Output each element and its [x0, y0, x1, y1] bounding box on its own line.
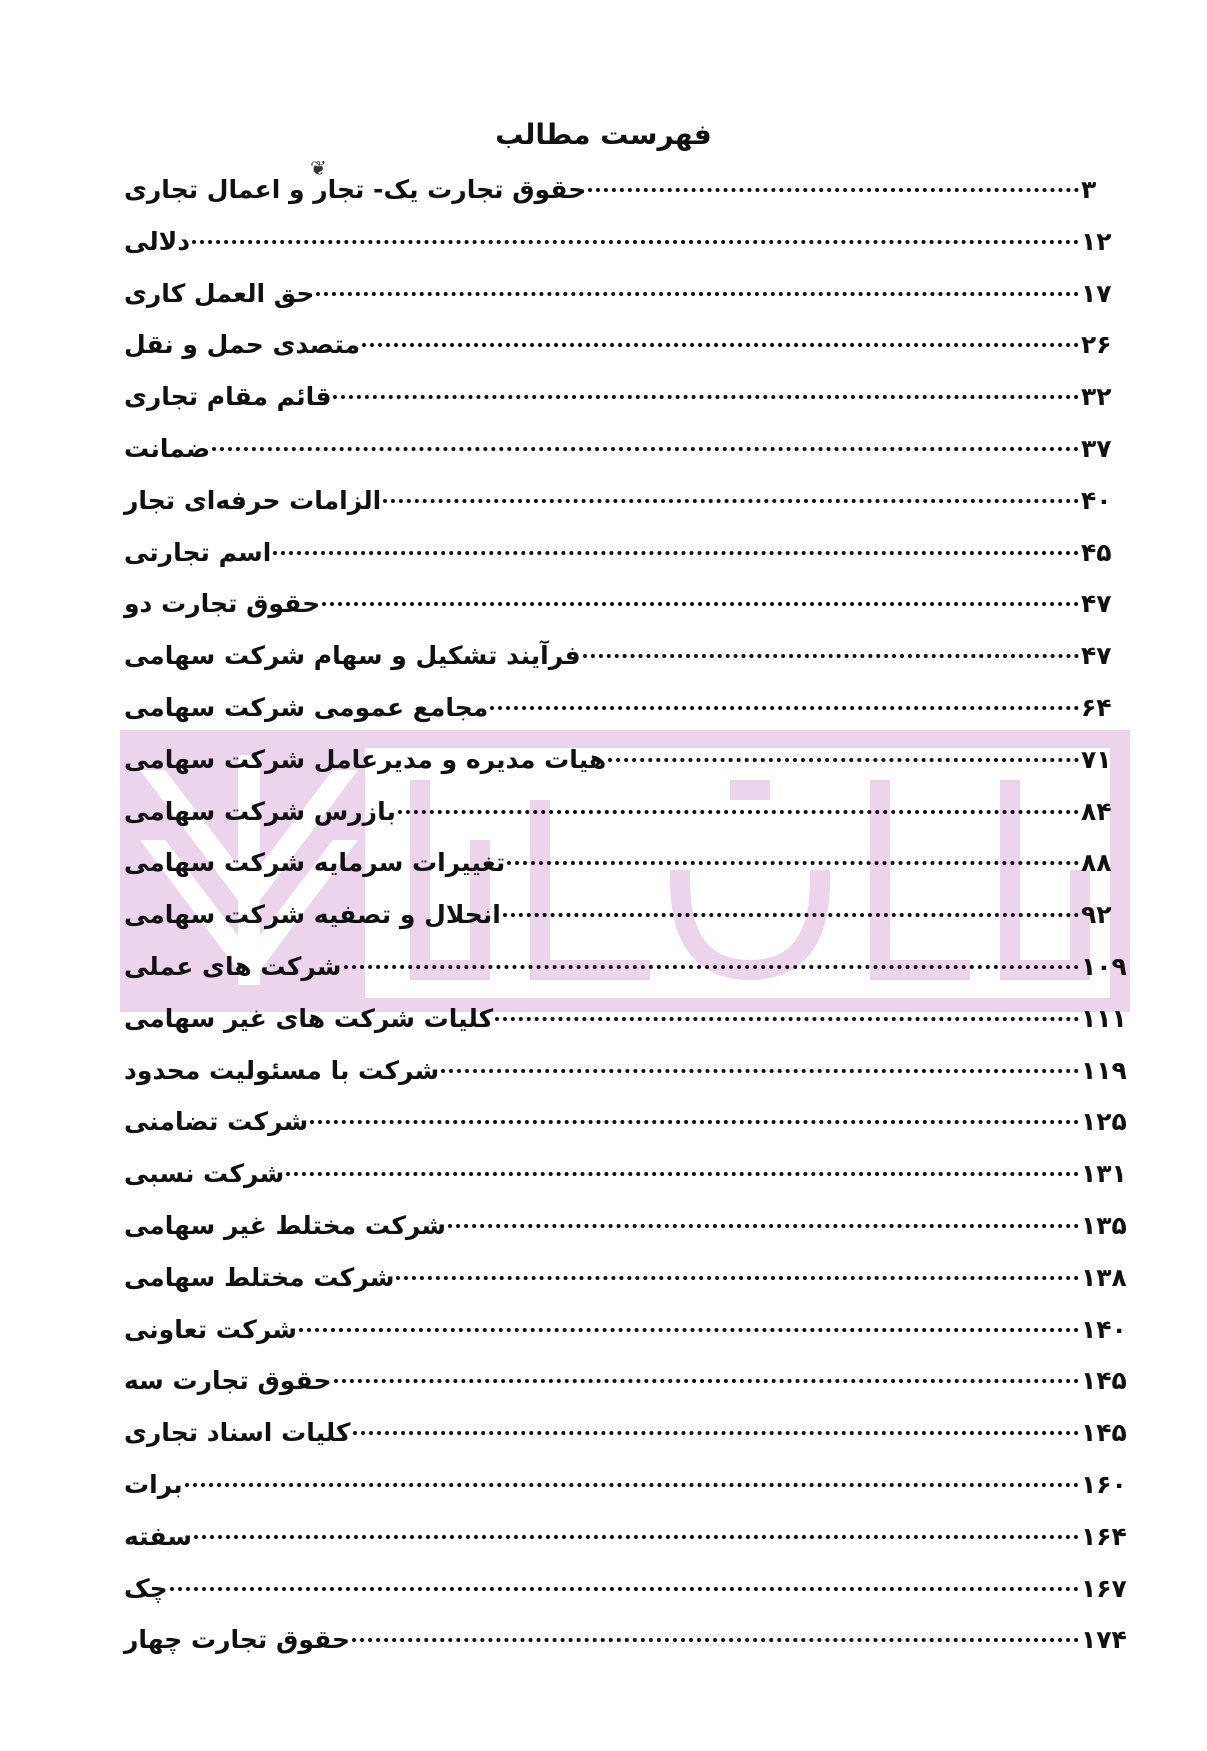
toc-entry[interactable]	[118, 1625, 1133, 1677]
page-title: فهرست مطالب	[495, 118, 712, 151]
toc-entry[interactable]	[118, 382, 1133, 434]
toc-entry-page-number: ۱۶۰	[1081, 1469, 1127, 1499]
toc-entry-label: متصدی حمل و نقل	[124, 330, 361, 360]
toc-entry-label: شرکت با مسئولیت محدود	[124, 1055, 440, 1085]
toc-entry-label: حقوق تجارت سه	[124, 1366, 332, 1396]
toc-entry[interactable]	[118, 486, 1133, 538]
toc-entry-label: شرکت تضامنی	[124, 1107, 309, 1137]
dot-leader	[398, 810, 1079, 814]
toc-entry-page-number: ۴۷	[1081, 641, 1112, 671]
dot-leader	[583, 654, 1079, 658]
dot-leader	[448, 1224, 1079, 1228]
toc-entry[interactable]	[118, 1315, 1133, 1367]
dot-leader	[322, 602, 1079, 606]
toc-entry-label: شرکت مختلط غیر سهامی	[124, 1210, 447, 1240]
toc-entry-page-number: ۱۱۱	[1081, 1003, 1127, 1033]
toc-entry[interactable]	[118, 693, 1133, 745]
dot-leader	[362, 343, 1079, 347]
toc-entry[interactable]	[118, 279, 1133, 331]
toc-entry[interactable]	[118, 1004, 1133, 1056]
dot-leader	[273, 551, 1079, 555]
toc-entry-label: تغییرات سرمایه شرکت سهامی	[124, 848, 506, 878]
dot-leader	[495, 1017, 1079, 1021]
dot-leader	[588, 188, 1079, 192]
toc-entry[interactable]	[118, 900, 1133, 952]
dot-leader	[353, 1431, 1079, 1435]
toc-entry-label: شرکت مختلط سهامی	[124, 1262, 395, 1292]
toc-entry-page-number: ۱۴۵	[1081, 1418, 1127, 1448]
dot-leader	[383, 499, 1079, 503]
toc-entry[interactable]	[118, 330, 1133, 382]
toc-entry[interactable]	[118, 538, 1133, 590]
toc-entry[interactable]	[118, 175, 1133, 227]
toc-entry-label: برات	[124, 1469, 183, 1499]
toc-entry-page-number: ۱۲	[1081, 226, 1112, 256]
dot-leader	[503, 913, 1079, 917]
ornament-icon: ❦	[310, 156, 327, 180]
toc-entry-page-number: ۳	[1081, 175, 1097, 204]
toc-entry-label: دلالی	[124, 226, 191, 256]
toc-entry-page-number: ۱۳۵	[1081, 1210, 1127, 1240]
toc-entry[interactable]	[118, 1263, 1133, 1315]
dot-leader	[507, 861, 1079, 865]
toc-entry-page-number: ۲۶	[1081, 330, 1112, 360]
toc-entry-page-number: ۴۵	[1081, 537, 1112, 567]
toc-entry-page-number: ۱۰۹	[1081, 951, 1127, 981]
toc-entry[interactable]	[118, 1056, 1133, 1108]
toc-entry-label: شرکت های عملی	[124, 951, 342, 981]
toc-entry[interactable]	[118, 589, 1133, 641]
dot-leader	[316, 292, 1079, 296]
toc-entry[interactable]	[118, 227, 1133, 279]
toc-entry-page-number: ۴۰	[1081, 485, 1112, 515]
toc-entry-label: فرآیند تشکیل و سهام شرکت سهامی	[124, 641, 581, 671]
dot-leader	[441, 1069, 1079, 1073]
toc-entry[interactable]	[118, 1107, 1133, 1159]
toc-entry-label: حق العمل کاری	[124, 278, 315, 308]
toc-entry[interactable]	[118, 848, 1133, 900]
dot-leader	[344, 965, 1079, 969]
toc-entry-page-number: ۱۴۰	[1081, 1314, 1127, 1344]
toc-entry-page-number: ۷۱	[1081, 744, 1112, 774]
dot-leader	[608, 758, 1079, 762]
toc-entry[interactable]	[118, 1418, 1133, 1470]
toc-entry-page-number: ۱۲۵	[1081, 1107, 1127, 1137]
toc-list	[118, 175, 1133, 1677]
toc-entry-label: قائم مقام تجاری	[124, 382, 332, 412]
toc-entry-label: هیات مدیره و مدیرعامل شرکت سهامی	[124, 744, 607, 774]
toc-entry-label: حقوق تجارت یک- تجار و اعمال تجاری	[124, 175, 587, 204]
dot-leader	[192, 240, 1079, 244]
toc-entry[interactable]	[118, 745, 1133, 797]
toc-entry-page-number: ۳۷	[1081, 433, 1112, 463]
toc-entry[interactable]	[118, 952, 1133, 1004]
toc-entry-page-number: ۳۲	[1081, 382, 1112, 412]
toc-entry-label: ضمانت	[124, 433, 211, 463]
toc-entry-label: مجامع عمومی شرکت سهامی	[124, 692, 489, 722]
toc-entry[interactable]	[118, 641, 1133, 693]
toc-entry-label: شرکت تعاونی	[124, 1314, 297, 1344]
toc-entry-label: چک	[124, 1573, 168, 1603]
toc-entry-page-number: ۸۸	[1081, 848, 1112, 878]
toc-entry-label: شرکت نسبی	[124, 1159, 285, 1189]
toc-entry-label: کلیات اسناد تجاری	[124, 1418, 351, 1448]
dot-leader	[299, 1328, 1079, 1332]
toc-entry[interactable]	[118, 1522, 1133, 1574]
toc-entry[interactable]	[118, 797, 1133, 849]
toc-entry-label: الزامات حرفه‌ای تجار	[124, 485, 382, 515]
toc-entry-label: کلیات شرکت های غیر سهامی	[124, 1003, 494, 1033]
toc-entry-label: اسم تجارتی	[124, 537, 272, 567]
toc-entry-page-number: ۱۴۵	[1081, 1366, 1127, 1396]
toc-entry-page-number: ۱۶۷	[1081, 1573, 1127, 1603]
toc-entry-page-number: ۱۷۴	[1081, 1625, 1127, 1655]
toc-entry-page-number: ۴۷	[1081, 589, 1112, 619]
toc-entry[interactable]	[118, 1574, 1133, 1626]
dot-leader	[286, 1172, 1079, 1176]
dot-leader	[352, 1638, 1079, 1642]
toc-entry-label: انحلال و تصفیه شرکت سهامی	[124, 900, 501, 930]
toc-entry-page-number: ۱۳۱	[1081, 1159, 1127, 1189]
toc-entry-label: بازرس شرکت سهامی	[124, 796, 396, 826]
toc-entry[interactable]	[118, 1470, 1133, 1522]
toc-entry-page-number: ۱۱۹	[1081, 1055, 1127, 1085]
dot-leader	[212, 447, 1079, 451]
toc-entry-label: حقوق تجارت دو	[124, 589, 321, 619]
toc-entry-page-number: ۱۷	[1081, 278, 1112, 308]
toc-entry[interactable]	[118, 1211, 1133, 1263]
toc-entry-label: حقوق تجارت چهار	[124, 1625, 351, 1655]
dot-leader	[490, 706, 1079, 710]
toc-entry-page-number: ۱۳۸	[1081, 1262, 1127, 1292]
dot-leader	[333, 395, 1079, 399]
toc-entry-page-number: ۹۲	[1081, 900, 1112, 930]
toc-entry-page-number: ۸۴	[1081, 796, 1112, 826]
dot-leader	[194, 1535, 1079, 1539]
toc-entry[interactable]	[118, 1159, 1133, 1211]
toc-entry-page-number: ۱۶۴	[1081, 1521, 1127, 1551]
dot-leader	[334, 1379, 1080, 1383]
toc-entry[interactable]	[118, 1366, 1133, 1418]
toc-entry-label: سفته	[124, 1521, 192, 1551]
dot-leader	[396, 1276, 1079, 1280]
toc-entry[interactable]	[118, 434, 1133, 486]
dot-leader	[310, 1120, 1079, 1124]
dot-leader	[170, 1587, 1079, 1591]
dot-leader	[185, 1483, 1079, 1487]
toc-entry-page-number: ۶۴	[1081, 692, 1112, 722]
